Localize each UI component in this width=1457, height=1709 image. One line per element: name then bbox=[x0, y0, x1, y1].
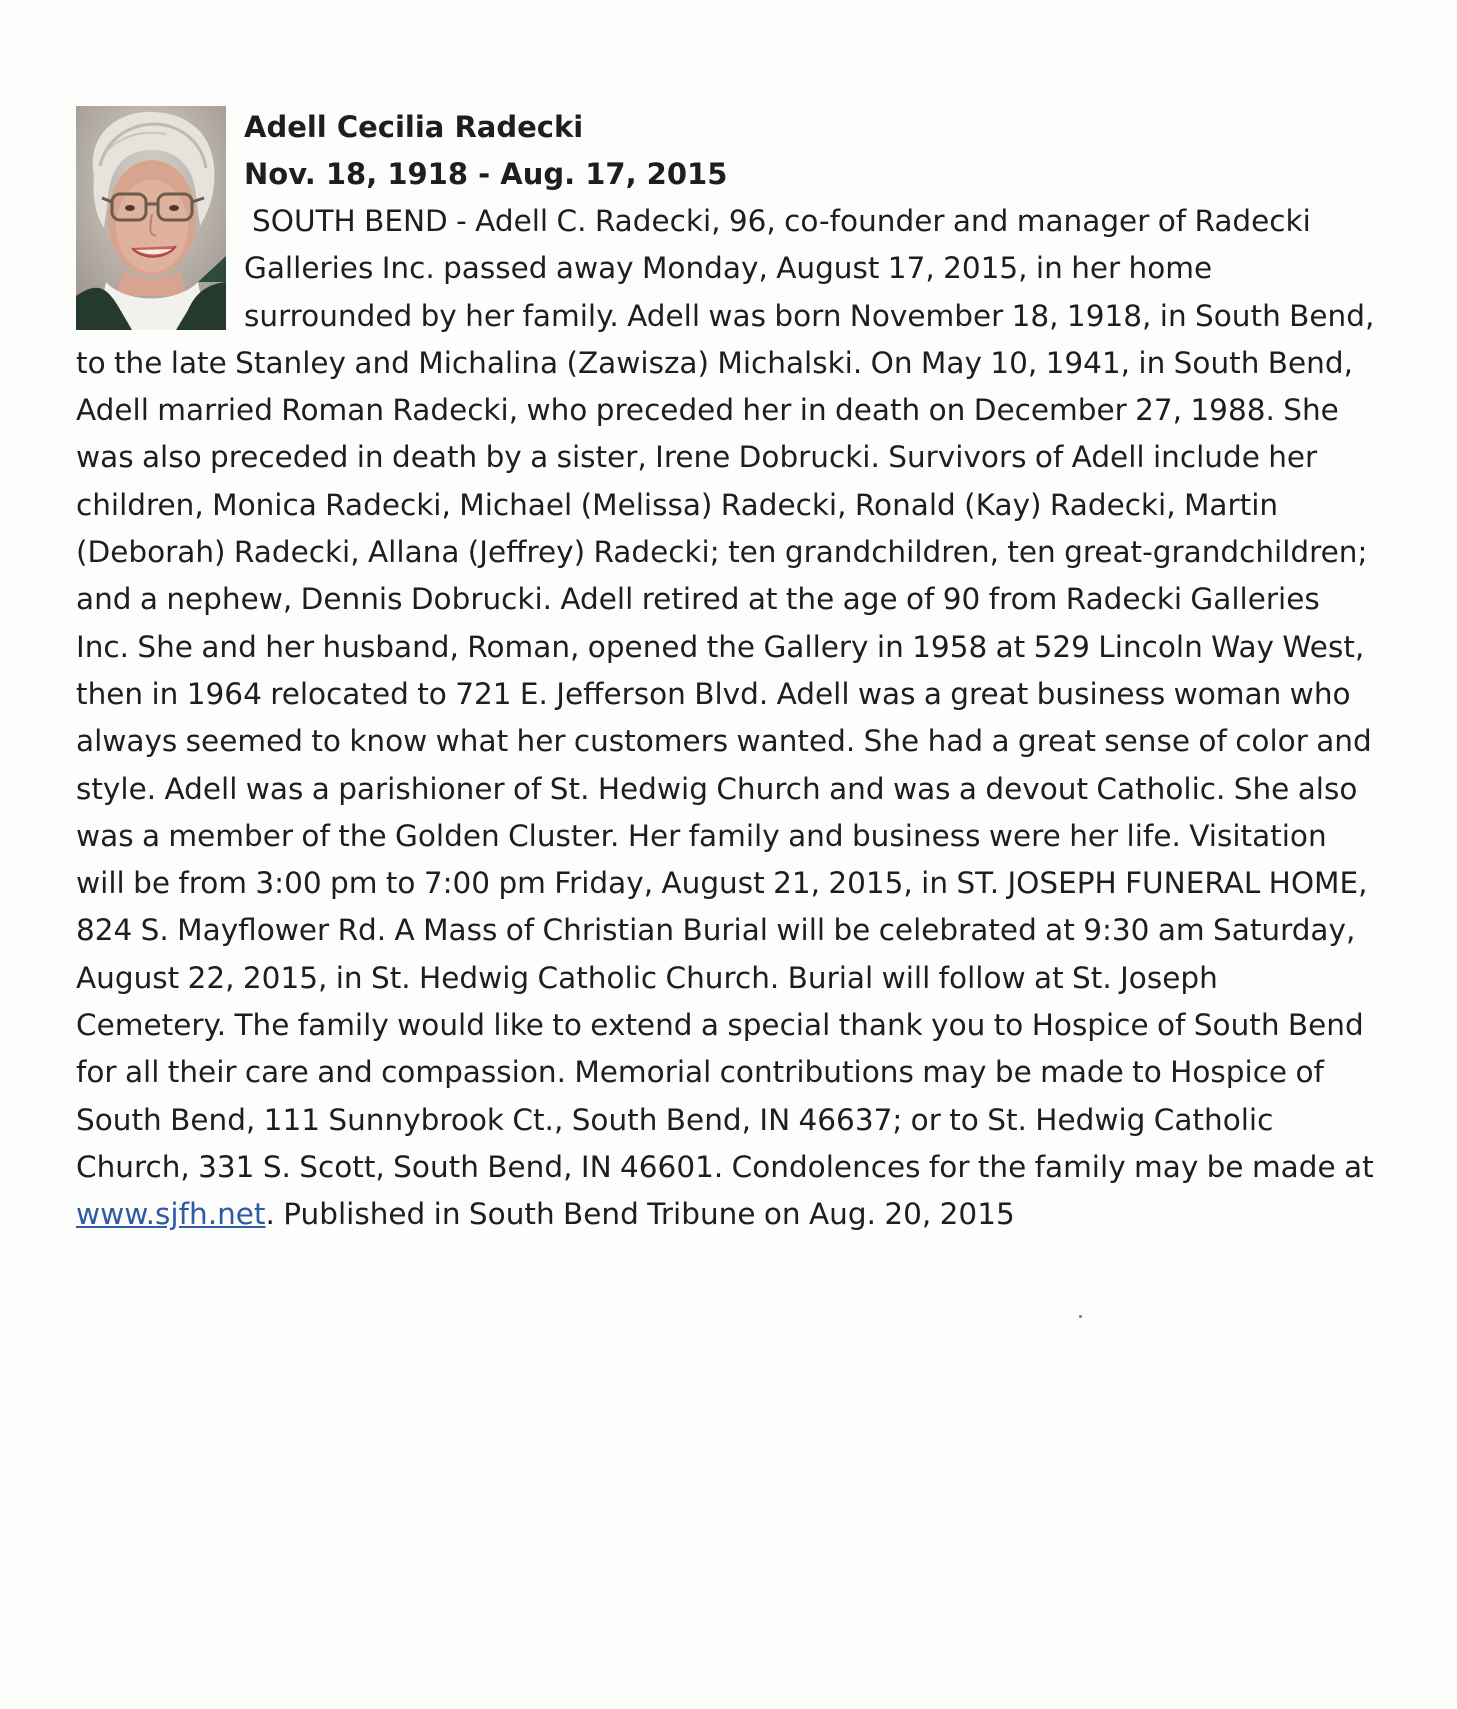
obituary-body bbox=[76, 198, 1376, 1239]
obituary bbox=[76, 106, 1376, 1239]
obituary-text: SOUTH BEND - Adell C. Radecki, 96, co-founder and manager of Radecki Galleries Inc. passed away Monday, August 17, 2015, in her home surrounded by her family. Adell was born November 18, 1918, in South Bend, to the late Stanley and Michalina (Zawisza) Michalski. On May 10, 1941, in South Bend, Adell married Roman Radecki, who preceded her in death on December 27, 1988. She was also preceded in death by a sister, Irene Dobrucki. Survivors of Adell include her children, Monica Radecki, Michael (Melissa) Radecki, Ronald (Kay) Radecki, Martin (Deborah) Radecki, Allana (Jeffrey) Radecki; ten grandchildren, ten great-grandchildren; and a nephew, Dennis Dobrucki. Adell retired at the age of 90 from Radecki Galleries Inc. She and her husband, Roman, opened the Gallery in 1958 at 529 Lincoln Way West, then in 1964 relocated to 721 E. Jefferson Blvd. Adell was a great business woman who always seemed to know what her customers wanted. She had a great sense of color and style. Adell was a parishioner of St. Hedwig Church and was a devout Catholic. She also was a member of the Golden Cluster. Her family and business were her life. Visitation will be from 3:00 pm to 7:00 pm Friday, August 21, 2015, in ST. JOSEPH FUNERAL HOME, 824 S. Mayflower Rd. A Mass of Christian Burial will be celebrated at 9:30 am Saturday, August 22, 2015, in St. Hedwig Catholic Church. Burial will follow at St. Joseph Cemetery. The family would like to extend a special thank you to Hospice of South Bend for all their care and compassion. Memorial contributions may be made to Hospice of South Bend, 111 Sunnybrook Ct., South Bend, IN 46637; or to St. Hedwig Catholic Church, 331 S. Scott, South Bend, IN 46601. Condolences for the family may be made at bbox=[76, 204, 1375, 1184]
deceased-name: Adell Cecilia Radecki bbox=[244, 110, 584, 144]
life-dates: Nov. 18, 1918 - Aug. 17, 2015 bbox=[244, 157, 728, 191]
portrait-photo bbox=[76, 106, 226, 330]
funeral-home-link[interactable]: www.sjfh.net bbox=[76, 1197, 266, 1232]
paper-speck bbox=[1079, 1315, 1082, 1318]
portrait-illustration bbox=[76, 106, 226, 330]
publication-note: . Published in South Bend Tribune on Aug. 20, 2015 bbox=[265, 1197, 1015, 1232]
